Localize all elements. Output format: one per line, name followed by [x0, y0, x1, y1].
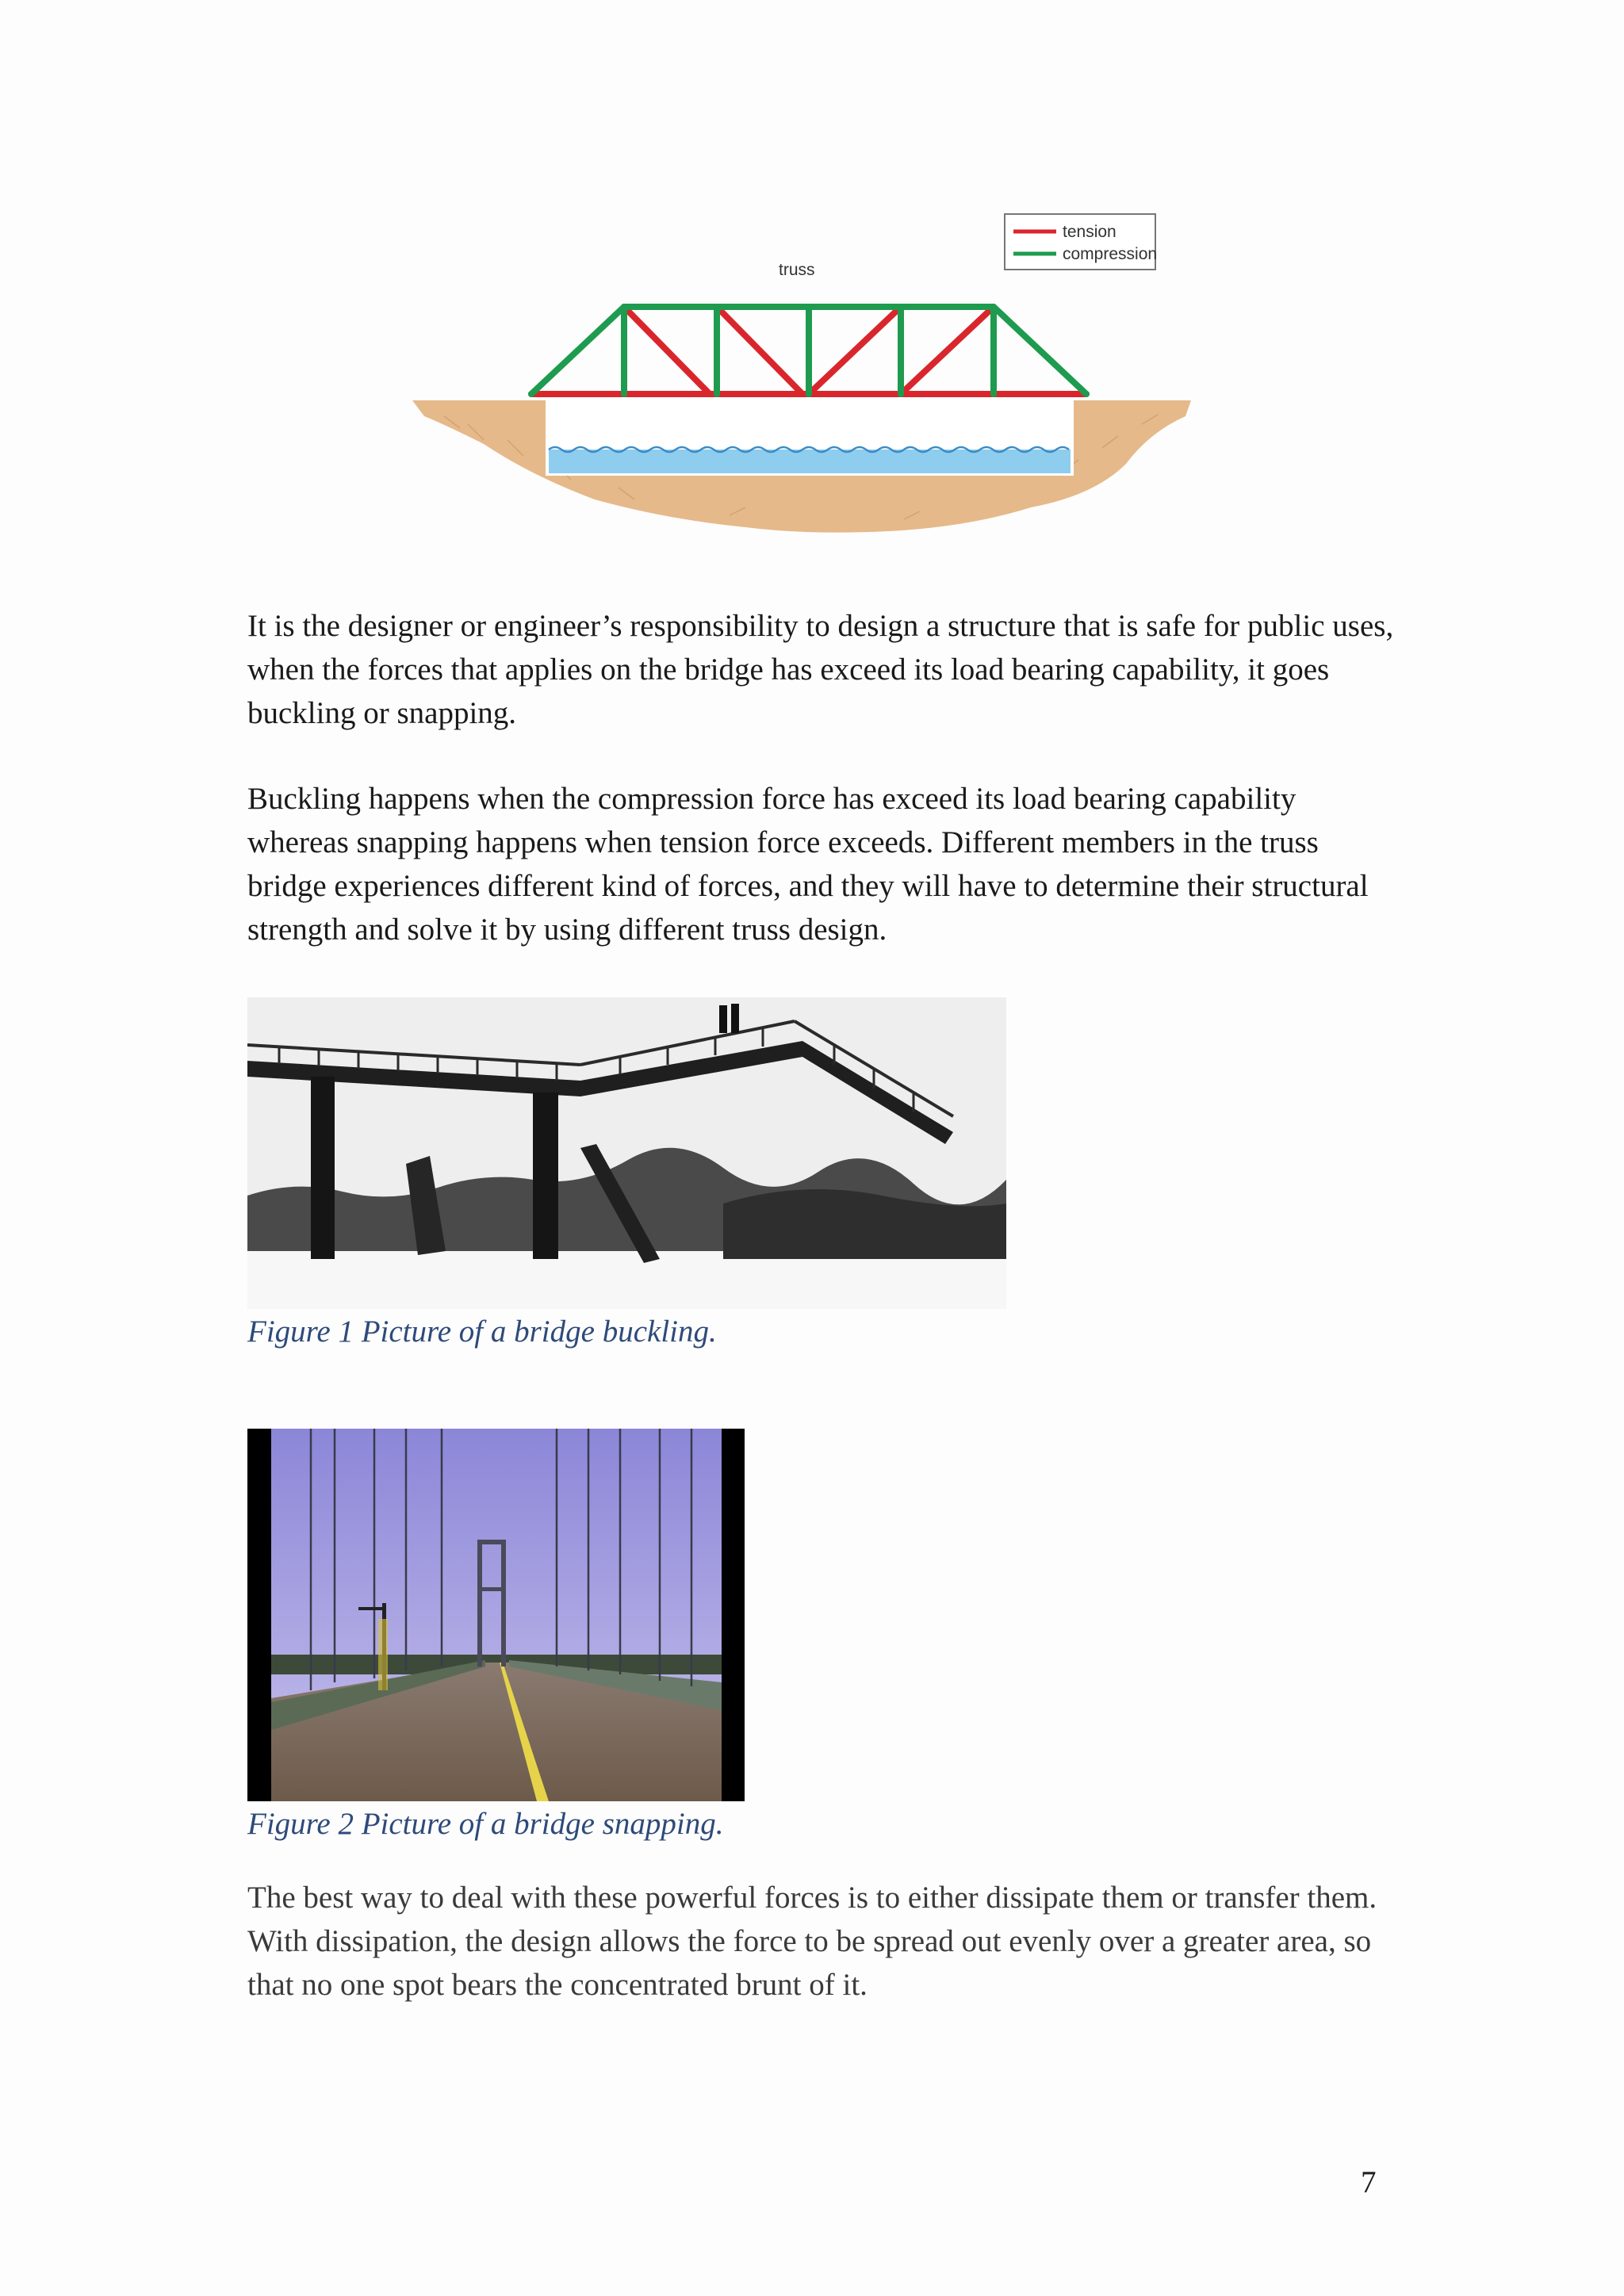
diagonal-member: [624, 307, 710, 394]
legend-compression: compression: [1063, 245, 1158, 263]
diagonal-member: [901, 307, 994, 394]
body-paragraph-2: Buckling happens when the compression force has exceed its load bearing capability whereas snapping happens when tension force exceeds. Different members in the truss bridge experiences different kind of forces, and they will have to determine their structural strength and solve it by using different truss design.: [247, 782, 1369, 947]
diagram-legend: [1005, 214, 1157, 270]
diagram-title: truss: [779, 261, 815, 279]
snapping-bridge-photo: [247, 1429, 745, 1801]
body-paragraph-1: It is the designer or engineer’s responsibility to design a structure that is safe for public uses, when the forces that applies on the bridge has exceed its load bearing capability, it goes buckling or snapping.: [247, 609, 1394, 730]
figure-1-caption: Figure 1 Picture of a bridge buckling.: [247, 1314, 717, 1349]
diagonal-member: [717, 307, 802, 394]
body-paragraph-3: The best way to deal with these powerful forces is to either dissipate them or transfer them. With dissipation, the design allows the force to be spread out evenly over a greater area, so that no one spot bears the concentrated brunt of it.: [247, 1881, 1377, 2002]
diagonal-member: [809, 307, 901, 394]
truss-diagram: [412, 202, 1205, 551]
page-number: 7: [1361, 2165, 1377, 2199]
legend-tension: tension: [1063, 223, 1116, 241]
river-water: [549, 450, 1071, 473]
figure-2-caption: Figure 2 Picture of a bridge snapping.: [247, 1807, 724, 1841]
buckling-bridge-photo: [247, 997, 1006, 1309]
truss-structure: [531, 307, 1086, 394]
